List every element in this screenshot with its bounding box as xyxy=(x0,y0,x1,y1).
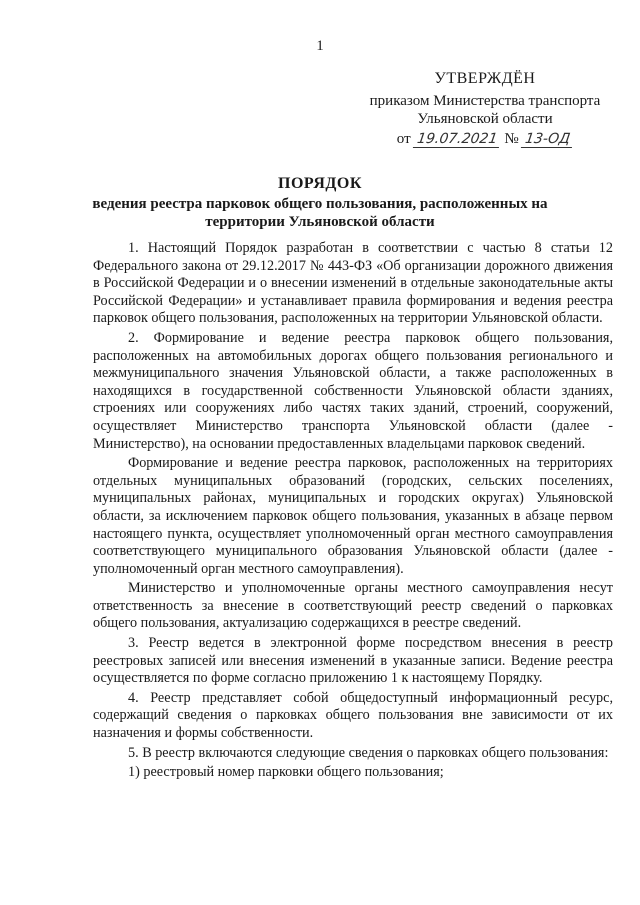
title-main: ПОРЯДОК xyxy=(278,175,362,192)
paragraph: 5. В реестр включаются следующие сведения о парковках общего пользования: xyxy=(128,744,609,761)
paragraph: Министерство и уполномоченные органы местного самоуправления несут ответственность за внесение в соответствующий реестр сведений о парковках общего пользования, актуализацию содержащихся в реестре сведений. xyxy=(93,580,613,632)
date-prefix: от xyxy=(396,131,411,147)
title-subtitle: ведения реестра парковок общего пользования, расположенных на территории Ульяновской области xyxy=(92,196,548,230)
approval-line-2: Ульяновской области xyxy=(417,111,553,127)
approval-date-line xyxy=(350,130,620,148)
approval-line-1: приказом Министерства транспорта xyxy=(369,93,601,109)
paragraph: Формирование и ведение реестра парковок, расположенных на территориях отдельных муниципальных образований (городских, сельских поселениях, муниципальных районах, муниципальных и городских округах) Ульяновской области, за исключением парковок общего пользования, указанных в абзаце первом настоящего пункта, осуществляет уполномоченный орган местного самоуправления соответствующего муниципального образования Ульяновской области (далее - уполномоченный орган местного самоуправления). xyxy=(93,455,613,577)
paragraph: 3. Реестр ведется в электронной форме посредством внесения в реестр реестровых записей или внесения изменений в указанные записи. Ведение реестра осуществляется по форме согласно приложению 1 к настоящему Порядку. xyxy=(93,635,613,687)
paragraph: 1. Настоящий Порядок разработан в соответствии с частью 8 статьи 12 Федерального закона от 29.12.2017 № 443-ФЗ «Об организации дорожного движения в Российской Федерации и о внесении изменений в отдельные законодательные акты Российской Федерации» и устанавливает правила формирования и ведения реестра парковок общего пользования, расположенных на территории Ульяновской области. xyxy=(93,240,613,327)
document-title xyxy=(0,175,640,231)
paragraph: 2. Формирование и ведение реестра парковок общего пользования, расположенных на автомобильных дорогах общего пользования регионального и межмуниципального значения Ульяновской области, а также расположенных в находящихся в государственной собственности Ульяновской области зданиях, строениях или сооружениях либо частях таких зданий, строений, сооружений, осуществляет Министерство транспорта Ульяновской области (далее - Министерство), на основании предоставленных владельцами парковок сведений. xyxy=(93,329,613,452)
approval-heading: УТВЕРЖДЁН xyxy=(434,70,536,87)
approval-block xyxy=(350,70,620,148)
handwritten-number: 13-ОД xyxy=(521,132,574,148)
handwritten-date: 19.07.2021 xyxy=(413,132,501,148)
paragraph: 4. Реестр представляет собой общедоступный информационный ресурс, содержащий сведения о парковках общего пользования вне зависимости от их назначения и формы собственности. xyxy=(93,689,613,742)
paragraph: 1) реестровый номер парковки общего пользования; xyxy=(128,764,444,781)
document-body xyxy=(93,240,613,784)
number-prefix: № xyxy=(504,131,519,147)
page-number: 1 xyxy=(316,38,324,54)
